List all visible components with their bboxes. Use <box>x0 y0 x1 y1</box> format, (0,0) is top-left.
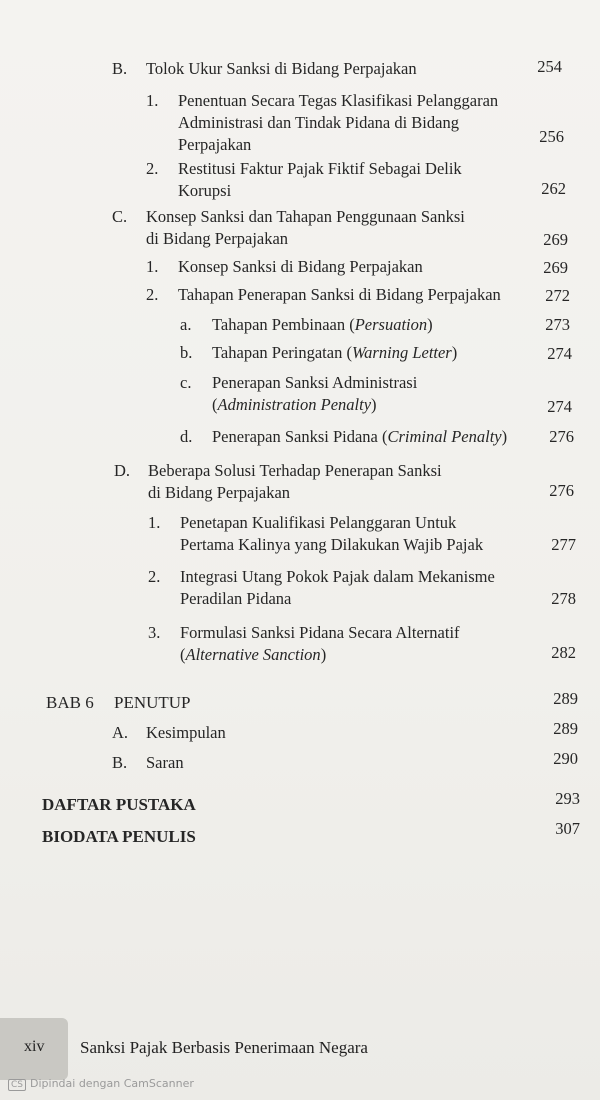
page-number: 293 <box>555 789 580 808</box>
toc-biodata-penulis: BIODATA PENULIS <box>42 827 196 846</box>
entry-title: Formulasi Sanksi Pidana Secara Alternatif (Alternative Sanction) <box>180 623 460 664</box>
entry-title: Integrasi Utang Pokok Pajak dalam Mekanisme Peradilan Pidana <box>180 567 495 608</box>
entry-marker: A. <box>112 723 129 742</box>
page-number: 269 <box>543 258 568 277</box>
page-number: 290 <box>553 749 578 768</box>
entry-marker: c. <box>180 373 192 392</box>
entry-marker: 1. <box>146 91 159 110</box>
entry-marker: B. <box>112 753 128 772</box>
page-number: 254 <box>537 57 562 76</box>
page-number: 307 <box>555 819 580 838</box>
entry-title: Kesimpulan <box>146 723 226 742</box>
page-number: 276 <box>549 481 574 500</box>
page-number: 276 <box>549 427 574 446</box>
entry-title: Beberapa Solusi Terhadap Penerapan Sanksi di Bidang Perpajakan <box>148 461 442 502</box>
entry-title: Penentuan Secara Tegas Klasifikasi Pelanggaran Administrasi dan Tindak Pidana di Bidang Perpajakan <box>178 91 499 154</box>
page-number: 289 <box>553 719 578 738</box>
entry-title: Tahapan Pembinaan (Persuation) <box>212 315 433 334</box>
entry-title: Penerapan Sanksi Administrasi (Administration Penalty) <box>212 373 418 414</box>
footer-page-number: xiv <box>24 1038 45 1055</box>
entry-marker: 1. <box>146 257 159 276</box>
entry-marker: 3. <box>148 623 161 642</box>
page-number: 274 <box>547 397 572 416</box>
scanner-watermark <box>8 1077 194 1091</box>
footer-book-title: Sanksi Pajak Berbasis Penerimaan Negara <box>80 1038 368 1057</box>
page-number: 256 <box>539 127 564 146</box>
page-number: 274 <box>547 344 572 363</box>
entry-marker: 2. <box>148 567 161 586</box>
entry-marker: 2. <box>146 285 159 304</box>
page-number: 273 <box>545 315 570 334</box>
entry-marker: a. <box>180 315 192 334</box>
entry-marker: b. <box>180 343 193 362</box>
entry-title: Penerapan Sanksi Pidana (Criminal Penalty) <box>212 427 508 446</box>
entry-title: Restitusi Faktur Pajak Fiktif Sebagai Delik Korupsi <box>178 159 462 200</box>
entry-marker: d. <box>180 427 193 446</box>
entry-title: Konsep Sanksi dan Tahapan Penggunaan Sanksi di Bidang Perpajakan <box>146 207 465 248</box>
page-number: 278 <box>551 589 576 608</box>
page-number: 269 <box>543 230 568 249</box>
entry-marker: D. <box>114 461 131 480</box>
scanner-text: Dipindai dengan CamScanner <box>30 1077 194 1090</box>
entry-marker: B. <box>112 59 128 78</box>
entry-title: Saran <box>146 753 184 772</box>
page-number: 277 <box>551 535 576 554</box>
toc-daftar-pustaka: DAFTAR PUSTAKA <box>42 795 196 814</box>
entry-title: Konsep Sanksi di Bidang Perpajakan <box>178 257 423 276</box>
page-number: 272 <box>545 286 570 305</box>
entry-title: Tolok Ukur Sanksi di Bidang Perpajakan <box>146 59 417 78</box>
entry-marker: 2. <box>146 159 159 178</box>
entry-title: Tahapan Peringatan (Warning Letter) <box>212 343 458 362</box>
camscanner-logo-icon: CS <box>8 1079 26 1091</box>
page-number: 289 <box>553 689 578 708</box>
chapter-label: BAB 6 <box>46 693 94 712</box>
page-number: 282 <box>551 643 576 662</box>
entry-marker: C. <box>112 207 128 226</box>
chapter-title: PENUTUP <box>114 693 191 712</box>
entry-title: Tahapan Penerapan Sanksi di Bidang Perpajakan <box>178 285 501 304</box>
page-number: 262 <box>541 179 566 198</box>
entry-title: Penetapan Kualifikasi Pelanggaran Untuk Pertama Kalinya yang Dilakukan Wajib Pajak <box>180 513 484 554</box>
entry-marker: 1. <box>148 513 161 532</box>
